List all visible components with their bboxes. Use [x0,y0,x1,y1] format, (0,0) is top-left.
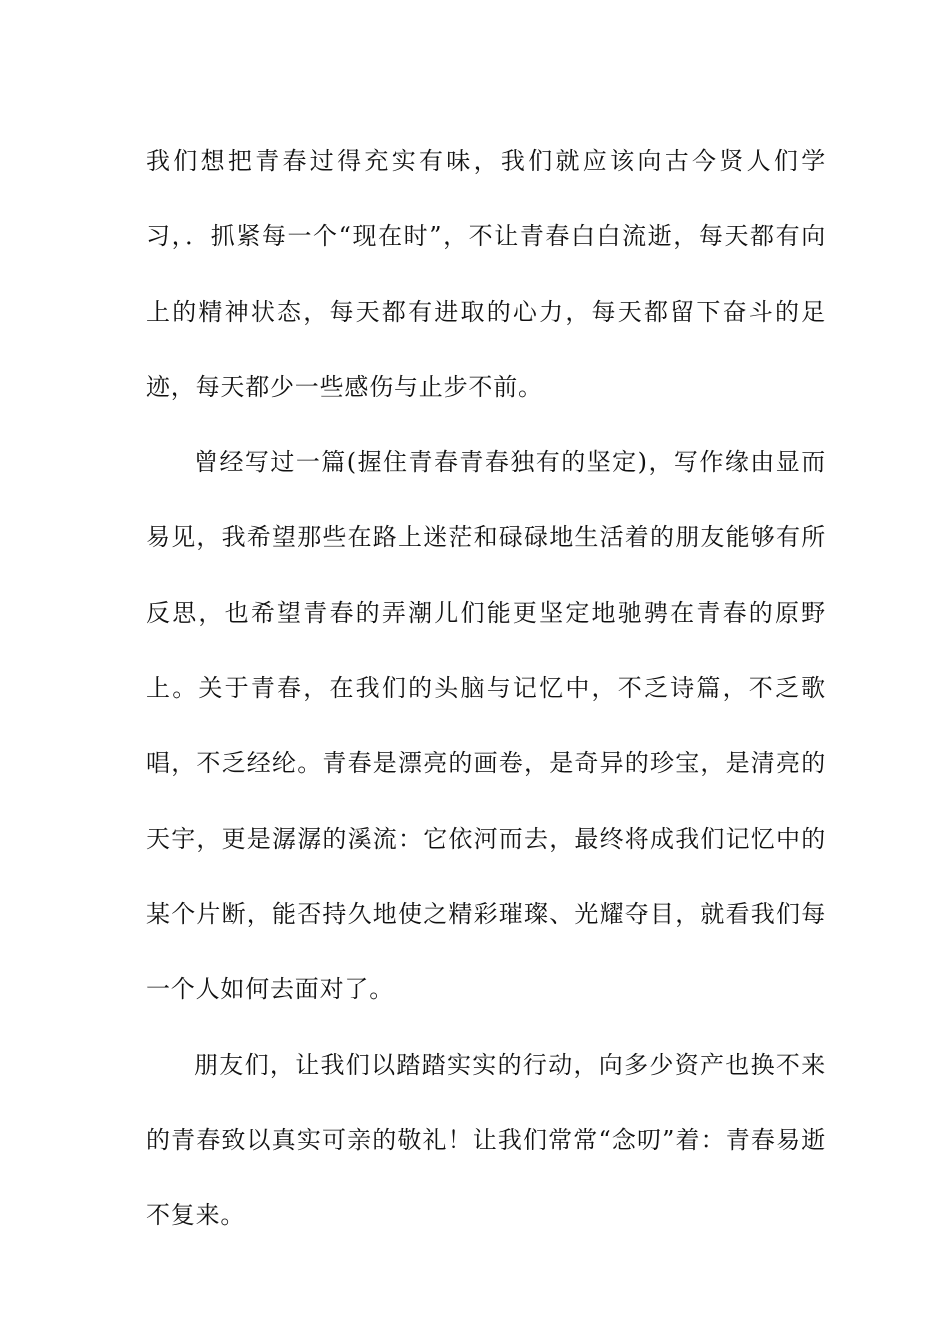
paragraph-1: 我们想把青春过得充实有味，我们就应该向古今贤人们学习，．抓紧每一个“现在时”，不让青春白白流逝，每天都有向上的精神状态，每天都有进取的心力，每天都留下奋斗的足迹，每天都少一些感伤与止步不前。 [146,147,826,401]
paragraph-2: 曾经写过一篇(握住青春青春独有的坚定)，写作缘由显而易见，我希望那些在路上迷茫和碌碌地生活着的朋友能够有所反思，也希望青春的弄潮儿们能更坚定地驰骋在青春的原野上。关于青春，在我们的头脑与记忆中，不乏诗篇，不乏歌唱，不乏经纶。青春是漂亮的画卷，是奇异的珍宝，是清亮的天宇，更是潺潺的溪流：它依河而去，最终将成我们记忆中的某个片断，能否持久地使之精彩璀璨、光耀夺目，就看我们每一个人如何去面对了。 [146,448,826,1004]
paragraph-3: 朋友们，让我们以踏踏实实的行动，向多少资产也换不来的青春致以真实可亲的敬礼！让我们常常“念叨”着：青春易逝不复来。 [146,1050,826,1230]
document-body [146,124,826,1253]
